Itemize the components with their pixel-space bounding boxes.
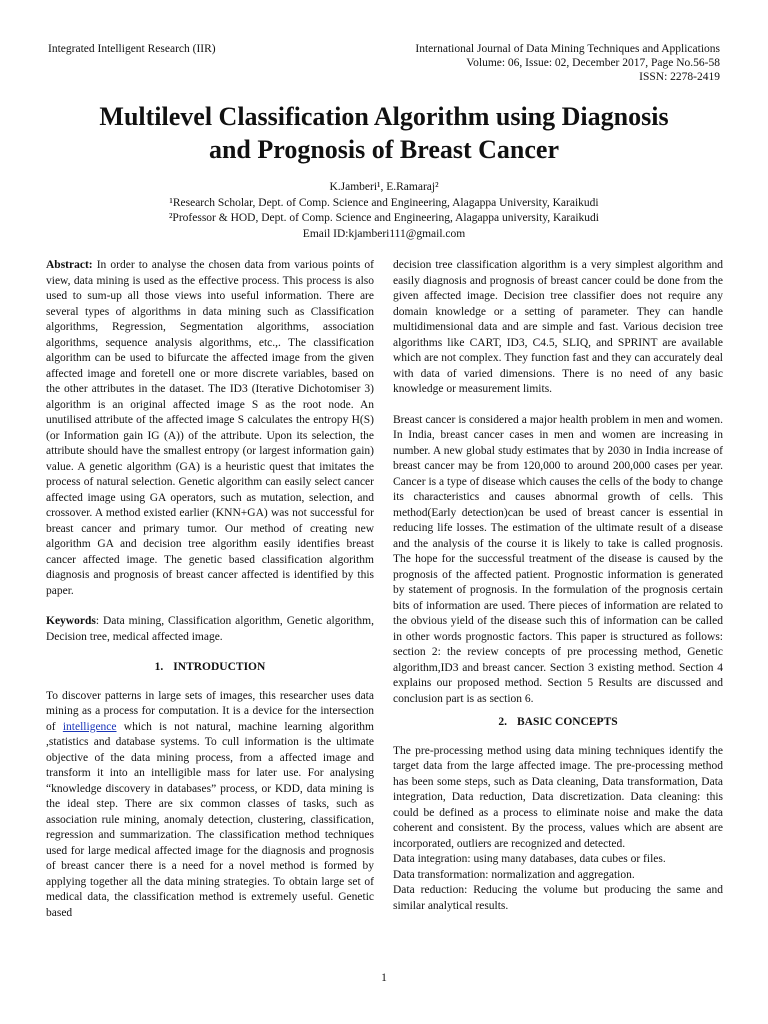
section-heading-introduction: [46, 660, 374, 676]
abstract-text: In order to analyse the chosen data from various points of view, data mining is used as the effective process. This process is also used to sum-up all those views into useful information. There are several types of algorithms in data mining such as Classification algorithms, Regression, Segmentation algorithms, association algorithms, sequence analysis algorithms, etc.,. The classification algorithm can be used to bifurcate the affected image from the given affected image and foretell one or more discrete variables, based on the other attributes in the dataset. The ID3 (Iterative Dichotomiser 3) algorithm is an original affected image S as the root node. An unutilised attribute of the affected image S calculates the entropy H(S) (or Information gain IG (A)) of the attribute. Upon its selection, the attribute should have the smallest entropy (or largest information gain) value. A genetic algorithm (GA) is a heuristic quest that imitates the process of natural selection. Genetic algorithm can easily select cancer affected image using GA operators, such as mutation, selection, and crossover. A method existed earlier (KNN+GA) was not successful for breast cancer and primary tumor. Our method of creating new algorithm GA and decision tree algorithm easily identifies breast cancer affected image. The genetic based classification algorithm diagnosis and prognosis of breast cancer affected is identified by this paper.: [46, 259, 374, 597]
section-heading-basic-concepts: [393, 715, 723, 731]
page-number: 1: [381, 972, 387, 984]
affiliation-1: ¹Research Scholar, Dept. of Comp. Science and Engineering, Alagappa University, Karaikudi: [169, 196, 599, 209]
data-transformation-line: Data transformation: normalization and aggregation.: [393, 868, 635, 881]
data-integration-line: Data integration: using many databases, data cubes or files.: [393, 853, 666, 865]
section-number: 1.: [154, 661, 164, 673]
author-block: [40, 180, 728, 242]
author-names: K.Jamberi¹, E.Ramaraj²: [329, 181, 439, 193]
abstract: [46, 258, 374, 599]
intro-text-start: To discover patterns in large sets of images, this researcher uses data mining as a process for computation. It is a device for the intersection of: [46, 689, 374, 733]
title-line-1: Multilevel Classification Algorithm using Diagnosis: [99, 102, 669, 131]
keywords-text: : Data mining, Classification algorithm, Genetic algorithm, Decision tree, medical affected image.: [46, 615, 374, 643]
journal-issn: ISSN: 2278-2419: [639, 71, 720, 83]
intro-text-rest: which is not natural, machine learning algorithm ,statistics and database systems. To cull information is the ultimate objective of the data mining process, from a affected image and transform it into an intelligible mass for later use. For analysing “knowledge discovery in databases” process, or KDD, data mining is the ideal step. There are six common classes of tasks, such as association rule mining, anomaly detection, clustering, classification, regression and summarization. The classification method techniques used for large medical affected image for the diagnosis and prognosis of breast cancer there is a need for a novel method is formed by applying together all the data mining strategies. To obtain large set of medical data, the classification method is extremely useful. Genetic based: [46, 720, 374, 919]
section-title: INTRODUCTION: [173, 661, 266, 673]
data-reduction-line: Data reduction: Reducing the volume but producing the same and similar analytical results.: [393, 884, 723, 912]
paper-title: [40, 100, 728, 166]
keywords-label: Keywords: [46, 615, 96, 627]
journal-name: International Journal of Data Mining Techniques and Applications: [415, 43, 720, 55]
decision-tree-paragraph: decision tree classification algorithm is a very simplest algorithm and easily diagnosis and prognosis of breast cancer could be done from the given affected image. Decision tree classifier does not require any domain knowledge or a setting of parameter. They can handle multidimensional data and are simple and fast. Various decision tree algorithms like CART, ID3, C4.5, SLIQ, and SPRINT are available which are not complex. They function fast and they can accurately deal with data of varied dimensions. There is no need of any basic knowledge or measurement limits.: [393, 259, 723, 395]
journal-volume: Volume: 06, Issue: 02, December 2017, Page No.56-58: [466, 57, 720, 69]
intelligence-link[interactable]: intelligence: [62, 720, 117, 733]
affiliation-2: ²Professor & HOD, Dept. of Comp. Science and Engineering, Alagappa university, Karaikudi: [168, 212, 600, 224]
author-email: Email ID:kjamberi111@gmail.com: [302, 227, 466, 240]
keywords: [46, 614, 374, 645]
breast-cancer-paragraph: Breast cancer is considered a major health problem in men and women. In India, breast cancer cases in men and women are increasing in number. A new global study estimates that by 2030 in India increase of breast cancer may be from 120,000 to around 200,000 cases per year. Cancer is a type of disease which causes the cells of the body to change its characteristics and causes abnormal growth of cells. This method(Early detection)can be used of breast cancer is essential in reducing life losses. The estimation of the ultimate result of a disease and the analysis of the course it is likely to take is called prognosis. The hope for the successful treatment of the disease is caused by the prognosis of the affected patient. Prognostic information is generated by statement of prognosis. In the formulation of the prognosis certain bits of information are used. There pieces of information are related to the obvious yield of the disease such this of information can be called in other words prognostic factors. This paper is structured as follows: section 2: the review concepts of pre processing method, Genetic algorithm,ID3 and breast cancer. Section 3 existing method. Section 4 explains our proposed method. Section 5 Results are discussed and conclusion part is as section 6.: [393, 413, 723, 705]
introduction-paragraph: [46, 689, 374, 922]
abstract-label: Abstract:: [46, 259, 93, 271]
right-column: [393, 258, 723, 914]
left-column: [46, 258, 374, 936]
preprocessing-paragraph: The pre-processing method using data mining techniques identify the target data from the large affected image. The pre-processing method has been some steps, such as Data cleaning, Data transformation, Data integration, Data reduction, Data discretization. Data cleaning: this could be defined as a process to eliminate noise and make the data coherent and consistent. By the process, values which are absent are incorporated, outliers are recognized and detected.: [393, 744, 723, 850]
section-number: 2.: [498, 716, 507, 728]
section-title: BASIC CONCEPTS: [516, 716, 618, 728]
title-line-2: and Prognosis of Breast Cancer: [208, 135, 560, 164]
journal-publisher: Integrated Intelligent Research (IIR): [48, 43, 216, 55]
journal-info: [415, 42, 720, 84]
